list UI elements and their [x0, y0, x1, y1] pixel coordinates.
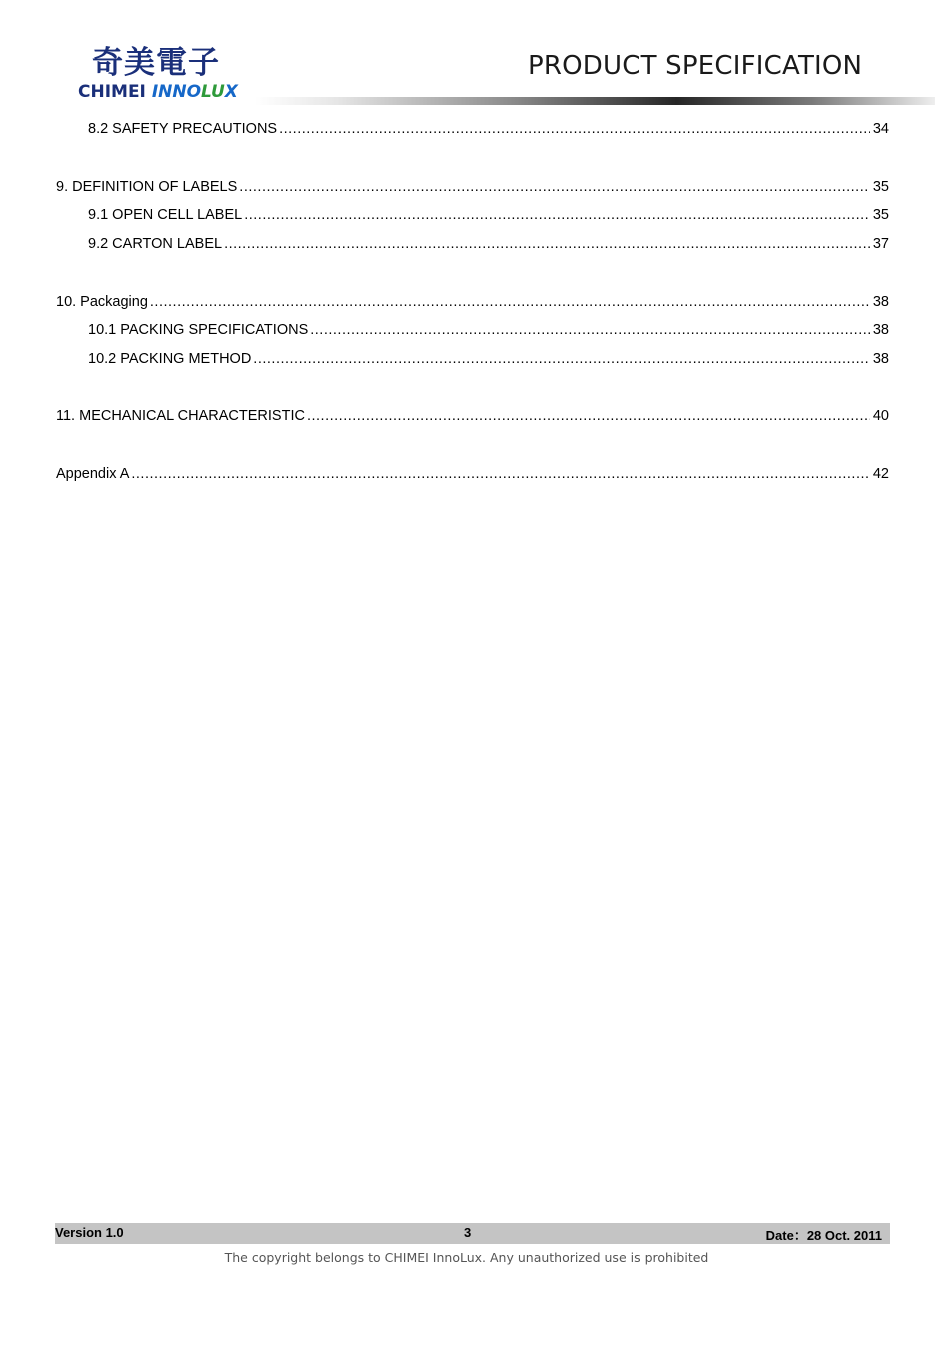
- logo-inno: INNO: [151, 82, 202, 102]
- toc-entry-label: 11. MECHANICAL CHARACTERISTIC: [56, 408, 305, 424]
- toc-entry-page: 35: [872, 207, 889, 223]
- toc-entry-page: 35: [872, 179, 889, 195]
- toc-dot-leader: [244, 205, 870, 225]
- toc-entry-page: 38: [872, 351, 889, 367]
- toc-entry-page: 38: [872, 322, 889, 338]
- toc-dot-leader: [150, 292, 870, 312]
- toc-entry[interactable]: [88, 234, 889, 254]
- toc-entry[interactable]: [88, 119, 889, 139]
- header-gradient-bar: [255, 97, 935, 105]
- logo-x: X: [224, 82, 238, 102]
- toc-entry-label: 10. Packaging: [56, 294, 148, 310]
- toc-entry-page: 42: [872, 466, 889, 482]
- toc-entry-page: 34: [872, 121, 889, 137]
- copyright-notice: The copyright belongs to CHIMEI InnoLux. Any unauthorized use is prohibited: [224, 1250, 709, 1265]
- toc-dot-leader: [310, 320, 870, 340]
- toc-entry-label: 9. DEFINITION OF LABELS: [56, 179, 238, 195]
- toc-entry[interactable]: [56, 464, 889, 484]
- toc-entry-label: 8.2 SAFETY PRECAUTIONS: [88, 121, 278, 137]
- logo-chimei: CHIMEI: [78, 82, 146, 102]
- logo-chinese-name: 奇美電子: [92, 45, 220, 81]
- toc-entry-label: 9.1 OPEN CELL LABEL: [88, 207, 243, 223]
- document-title: PRODUCT SPECIFICATION: [528, 51, 863, 81]
- toc-entry-label: 9.2 CARTON LABEL: [88, 236, 223, 252]
- footer-date: Date：28 Oct. 2011: [765, 1228, 882, 1243]
- company-logo: [78, 44, 268, 106]
- toc-entry[interactable]: [88, 349, 889, 369]
- toc-entry[interactable]: [88, 205, 889, 225]
- toc-entry-label: 10.1 PACKING SPECIFICATIONS: [88, 322, 309, 338]
- toc-entry-label: 10.2 PACKING METHOD: [88, 351, 252, 367]
- footer-page-number: 3: [464, 1225, 472, 1240]
- toc-dot-leader: [307, 406, 870, 426]
- toc-entry-page: 38: [872, 294, 889, 310]
- logo-lu: LU: [201, 82, 225, 102]
- toc-dot-leader: [279, 119, 870, 139]
- toc-entry[interactable]: [56, 406, 889, 426]
- toc-entry-page: 37: [872, 236, 889, 252]
- toc-entry[interactable]: [88, 320, 889, 340]
- toc-entry-label: Appendix A: [56, 466, 130, 482]
- toc-dot-leader: [239, 177, 870, 197]
- toc-dot-leader: [253, 349, 870, 369]
- toc-dot-leader: [224, 234, 870, 254]
- logo-english-name: [78, 82, 238, 102]
- toc-dot-leader: [131, 464, 869, 484]
- toc-entry[interactable]: [56, 177, 889, 197]
- toc-entry-page: 40: [872, 408, 889, 424]
- toc-entry[interactable]: [56, 292, 889, 312]
- footer-version: Version 1.0: [55, 1225, 124, 1240]
